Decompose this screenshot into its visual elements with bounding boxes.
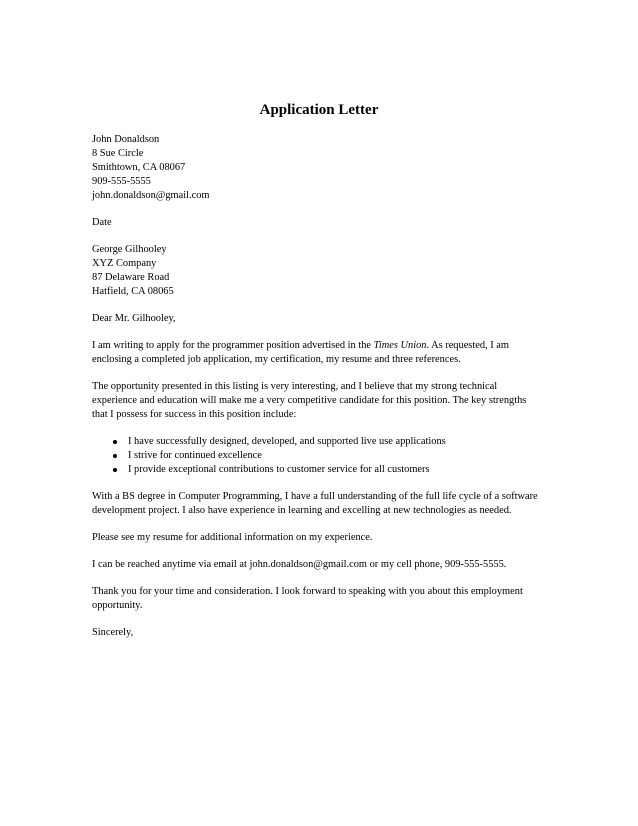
closing bbox=[92, 626, 542, 640]
sender-address bbox=[92, 133, 542, 203]
list-item-text: I provide exceptional contributions to customer service for all customers bbox=[128, 464, 430, 475]
paragraph-opportunity bbox=[92, 380, 542, 422]
list-item bbox=[92, 435, 542, 449]
sender-street: 8 Sue Circle bbox=[92, 148, 144, 159]
sender-name: John Donaldson bbox=[92, 134, 160, 145]
recipient-company: XYZ Company bbox=[92, 258, 157, 269]
list-item bbox=[92, 463, 542, 477]
sender-email: john.donaldson@gmail.com bbox=[92, 190, 210, 201]
date-label: Date bbox=[92, 217, 112, 228]
newspaper-name: Times Union bbox=[373, 340, 427, 351]
closing-text: Sincerely, bbox=[92, 627, 134, 638]
paragraph-line: The opportunity presented in this listing is very interesting, and I believe that my strong technical bbox=[92, 381, 498, 392]
paragraph-intro bbox=[92, 339, 542, 367]
paragraph-line: Please see my resume for additional information on my experience. bbox=[92, 532, 373, 543]
paragraph-resume bbox=[92, 531, 542, 545]
letter-date bbox=[92, 216, 542, 230]
paragraph-education bbox=[92, 490, 542, 518]
paragraph-line: experience and education will make me a very competitive candidate for this position. The key strengths bbox=[92, 395, 527, 406]
strengths-list bbox=[92, 435, 542, 477]
sender-city: Smithtown, CA 08067 bbox=[92, 162, 186, 173]
list-item-text: I have successfully designed, developed, and supported live use applications bbox=[128, 436, 446, 447]
salutation-text: Dear Mr. Gilhooley, bbox=[92, 313, 176, 324]
recipient-street: 87 Delaware Road bbox=[92, 272, 170, 283]
paragraph-intro-line-2: enclosing a completed job application, my certification, my resume and three references. bbox=[92, 354, 461, 365]
list-item-text: I strive for continued excellence bbox=[128, 450, 262, 461]
paragraph-thanks bbox=[92, 585, 542, 613]
paragraph-line: that I possess for success in this position include: bbox=[92, 409, 297, 420]
salutation bbox=[92, 312, 542, 326]
list-item bbox=[92, 449, 542, 463]
sender-phone: 909-555-5555 bbox=[92, 176, 151, 187]
paragraph-line: Thank you for your time and consideration. I look forward to speaking with you about this employment bbox=[92, 586, 523, 597]
bullet-icon bbox=[113, 440, 117, 444]
letter-body bbox=[92, 133, 542, 653]
paragraph-line: I can be reached anytime via email at john.donaldson@gmail.com or my cell phone, 909-555-5555. bbox=[92, 559, 507, 570]
bullet-icon bbox=[113, 468, 117, 472]
bullet-icon bbox=[113, 454, 117, 458]
page-title: Application Letter bbox=[259, 102, 379, 118]
recipient-city: Hatfield, CA 08065 bbox=[92, 286, 174, 297]
paragraph-contact bbox=[92, 558, 542, 572]
recipient-address bbox=[92, 243, 542, 299]
paragraph-line: With a BS degree in Computer Programming, I have a full understanding of the full life cycle of a software bbox=[92, 491, 538, 502]
recipient-name: George Gilhooley bbox=[92, 244, 167, 255]
paragraph-line: development project. I also have experience in learning and excelling at new technologies as needed. bbox=[92, 505, 512, 516]
intro-text-after: . As requested, I am bbox=[426, 340, 509, 351]
paragraph-intro-line-1 bbox=[92, 339, 542, 353]
paragraph-line: opportunity. bbox=[92, 600, 143, 611]
intro-text-before: I am writing to apply for the programmer position advertised in the bbox=[92, 340, 374, 351]
